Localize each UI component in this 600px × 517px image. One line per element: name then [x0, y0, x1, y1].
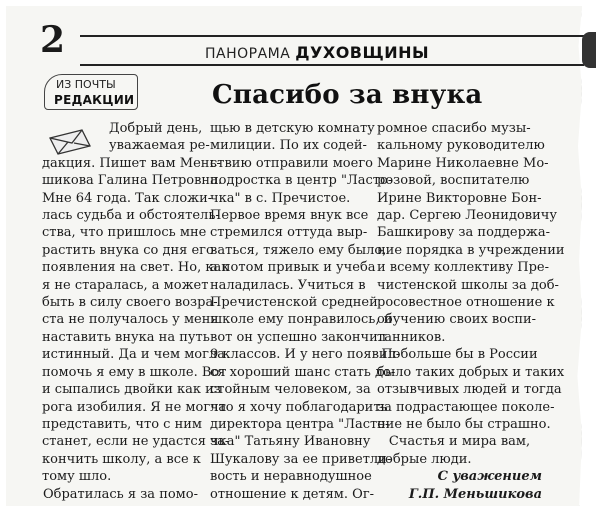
- text-line: ста не получалось у меня: [42, 312, 219, 328]
- text-line: Башкирову за поддержа-: [377, 225, 551, 241]
- text-line: что я хочу поблагодарить: [210, 399, 388, 415]
- signature-greeting: С уважением: [437, 469, 542, 485]
- text-line: уважаемая ре-: [109, 138, 210, 154]
- text-line: Мне 64 года. Так сложи-: [42, 190, 213, 206]
- text-line: ствию отправили моего: [210, 155, 373, 171]
- text-line: шикова Галина Петровна.: [42, 173, 222, 189]
- text-line: ние не было бы страшно.: [377, 416, 551, 432]
- text-line: стойным человеком, за: [210, 382, 371, 398]
- text-line: а потом привык и учеба: [210, 260, 376, 276]
- text-line: директора центра "Ласто-: [210, 416, 390, 432]
- text-line: наставить внука на путь: [42, 329, 210, 345]
- text-line: отношение к детям. Ог-: [210, 486, 375, 502]
- text-line: ства, что пришлось мне: [42, 225, 207, 241]
- rubric-line-1: ИЗ ПОЧТЫ: [56, 78, 116, 91]
- header-rule-bottom: [80, 64, 584, 66]
- text-line: Марине Николаевне Мо-: [377, 155, 549, 171]
- article-column-3: [377, 120, 565, 503]
- text-line: рога изобилия. Я не могла: [42, 399, 227, 415]
- text-line: росовестное отношение к: [377, 295, 555, 311]
- text-line: ваться, тяжело ему было,: [210, 242, 387, 258]
- text-line: школе ему понравилось, и: [210, 312, 393, 328]
- header-title-bold: ДУХОВЩИНЫ: [295, 43, 430, 62]
- signature-name: Г.П. Меньшикова: [408, 486, 542, 502]
- header-edge-mark: [582, 32, 596, 68]
- text-line: чка" Татьяну Ивановну: [210, 434, 371, 450]
- text-line: кончить школу, а все к: [42, 451, 201, 467]
- text-line: вот он успешно закончил: [210, 329, 387, 345]
- header-title-light: ПАНОРАМА: [205, 46, 291, 62]
- article-column-2: [210, 120, 401, 503]
- article-column-1: [42, 120, 230, 503]
- text-line: подростка в центр "Ласто-: [210, 173, 393, 189]
- text-line: я не старалась, а может: [42, 277, 209, 293]
- text-line: чка" в с. Пречистое.: [210, 190, 351, 206]
- text-line: было таких добрых и таких: [377, 364, 565, 380]
- article-headline: Спасибо за внука: [212, 80, 483, 110]
- text-line: наладилась. Учиться в: [210, 277, 366, 293]
- page-number: 2: [40, 19, 66, 61]
- text-line: ся хороший шанс стать до-: [210, 364, 396, 380]
- text-line: помочь я ему в школе. Вот: [42, 364, 227, 380]
- text-line: ние порядка в учреждении: [377, 242, 565, 258]
- text-line: Добрый день,: [109, 121, 203, 136]
- text-line: Побольше бы в России: [381, 347, 538, 363]
- text-line: отзывчивых людей и тогда: [377, 382, 562, 398]
- newspaper-header: [205, 43, 429, 62]
- text-line: милиции. По их содей-: [210, 138, 367, 154]
- text-line: Обратилась я за помо-: [42, 486, 199, 502]
- text-line: щью в детскую комнату: [210, 121, 375, 136]
- text-line: Первое время внук все: [210, 208, 369, 224]
- text-line: танников.: [377, 329, 446, 345]
- text-line: Пречистенской средней: [210, 295, 378, 311]
- text-line: станет, если не удастся за-: [42, 434, 230, 450]
- rubric-line-2: РЕДАКЦИИ: [54, 93, 135, 107]
- text-line: чистенской школы за доб-: [377, 277, 559, 293]
- text-line: дар. Сергею Леонидовичу: [377, 208, 558, 224]
- text-line: ромное спасибо музы-: [377, 121, 531, 136]
- text-line: тому шло.: [42, 469, 112, 485]
- text-line: и сыпались двойки как из: [42, 382, 221, 398]
- text-line: кальному руководителю: [377, 138, 545, 154]
- text-line: истинный. Да и чем могла: [42, 347, 225, 363]
- text-line: добрые люди.: [377, 451, 472, 467]
- text-line: Ирине Викторовне Бон-: [377, 190, 542, 206]
- text-line: дакция. Пишет вам Мень-: [42, 155, 221, 171]
- text-line: Счастья и мира вам,: [388, 434, 531, 450]
- text-line: за подрастающее поколе-: [377, 399, 555, 415]
- text-line: стремился оттуда выр-: [210, 225, 368, 241]
- text-line: Шукалову за ее приветли-: [210, 451, 392, 467]
- text-line: 9 классов. И у него появил-: [210, 347, 401, 363]
- text-line: обучению своих воспи-: [377, 312, 537, 328]
- text-line: вость и неравнодушное: [210, 469, 372, 485]
- text-line: быть в силу своего возра-: [42, 295, 218, 311]
- text-line: и всему коллективу Пре-: [377, 260, 549, 276]
- text-line: растить внука со дня его: [42, 242, 214, 258]
- text-line: появления на свет. Но, как: [42, 260, 230, 276]
- header-rule-top: [80, 35, 584, 37]
- text-line: представить, что с ним: [42, 416, 203, 432]
- text-line: розовой, воспитателю: [377, 173, 530, 189]
- text-line: лась судьба и обстоятель-: [42, 208, 220, 224]
